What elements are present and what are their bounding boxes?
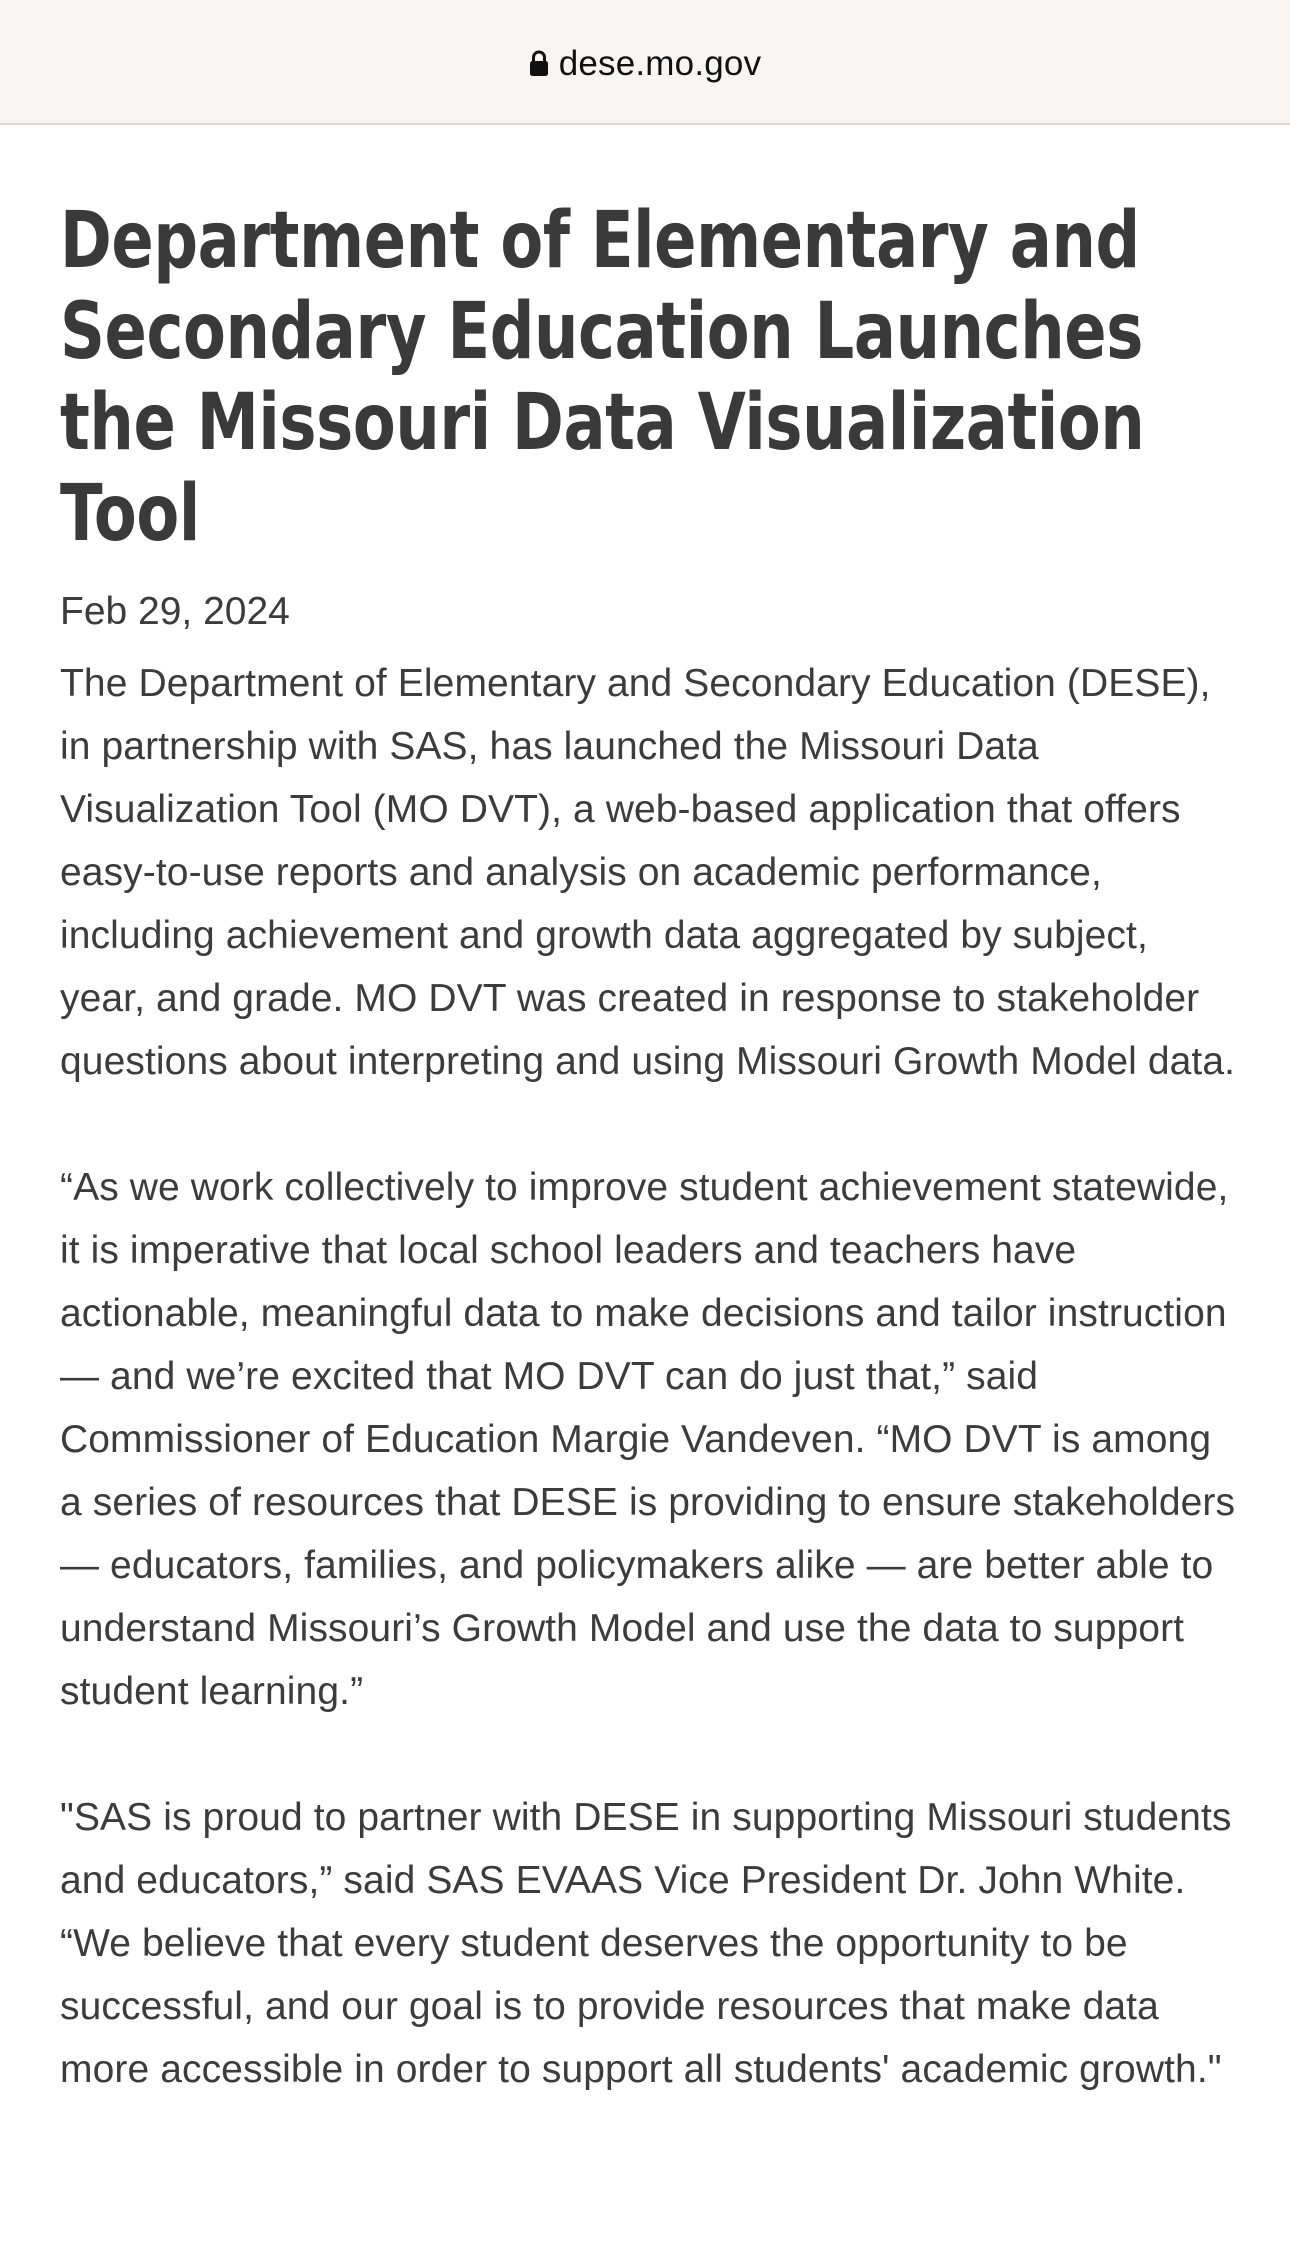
article-body [60, 652, 1240, 2164]
url-display[interactable] [529, 44, 762, 84]
article-paragraph: The Department of Elementary and Secondary Education (DESE), in partnership with SAS, has launched the Missouri Data Visualization Tool (MO DVT), a web-based application that offers easy-to-use reports and analysis on academic performance, including achievement and growth data aggregated by subject, year, and grade. MO DVT was created in response to stakeholder questions about interpreting and using Missouri Growth Model data. [60, 662, 1236, 1083]
url-text: dese.mo.gov [558, 43, 762, 83]
article-paragraph: “As we work collectively to improve student achievement statewide, it is imperative that local school leaders and teachers have actionable, meaningful data to make decisions and tailor instruction — and we’re excited that MO DVT can do just that,” said Commissioner of Education Margie Vandeven. “MO DVT is among a series of resources that DESE is providing to ensure stakeholders — educators, families, and policymakers alike — are better able to understand Missouri’s Growth Model and use the data to support student learning.” [60, 1166, 1236, 1713]
article-paragraph: "SAS is proud to partner with DESE in supporting Missouri students and educators,” said SAS EVAAS Vice President Dr. John White. “We believe that every student deserves the opportunity to be successful, and our goal is to provide resources that make data more accessible in order to support all students' academic growth." [60, 1796, 1232, 2091]
article-title: Department of Elementary and Secondary Education Launches the Missouri Data Visualization Tool [60, 196, 1145, 559]
article [60, 196, 1240, 2091]
browser-address-bar[interactable] [0, 0, 1290, 125]
lock-icon [529, 50, 549, 77]
article-date: Feb 29, 2024 [60, 590, 290, 633]
